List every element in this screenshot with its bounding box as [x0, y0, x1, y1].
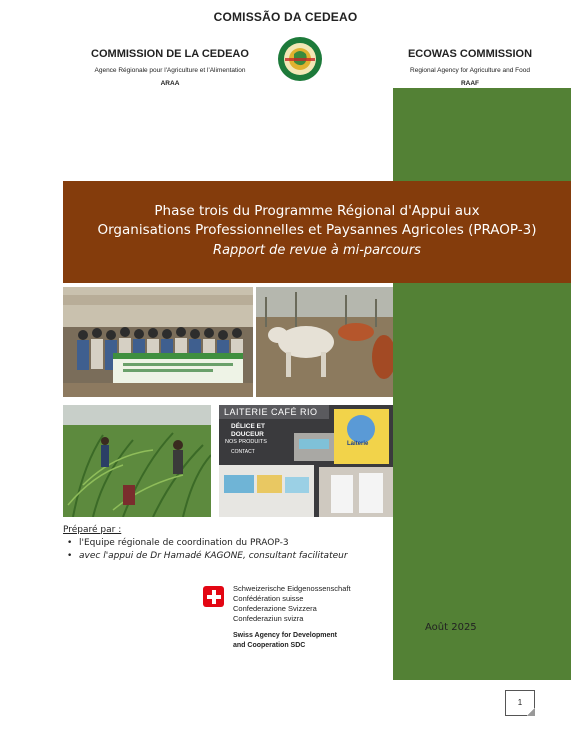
- org-right-abbr: RAAF: [460, 80, 480, 87]
- swiss-flag-icon: [203, 586, 224, 607]
- title-line-1: Phase trois du Programme Régional d'Appui aux: [154, 203, 480, 219]
- top-title: COMISSÃO DA CEDEAO: [213, 10, 358, 24]
- org-right-block: [370, 48, 570, 87]
- org-right-sub: Regional Agency for Agriculture and Food: [410, 67, 530, 74]
- org-left-sub: Agence Régionale pour l'Agriculture et l'Alimentation: [94, 67, 246, 74]
- dairy-text-1: DÉLICE ET: [231, 423, 265, 430]
- prepared-by-section: [63, 525, 393, 561]
- org-left-abbr: ARAA: [160, 80, 180, 87]
- prepared-by-list: [63, 538, 393, 561]
- photo-cattle: [256, 287, 393, 397]
- green-side-band: [393, 88, 571, 680]
- swiss-lang-3: Confederazione Svizzera: [233, 604, 317, 613]
- sdc-agency-name: [233, 631, 337, 651]
- dairy-badge: Laiterie: [347, 441, 369, 447]
- dairy-text-4: CONTACT: [231, 449, 255, 455]
- ecowas-cedeao-logo-icon: [277, 36, 323, 82]
- org-left-block: [70, 48, 270, 87]
- swiss-lang-1: Schweizerische Eidgenossenschaft: [233, 584, 351, 593]
- list-item: • avec l'appui de Dr Hamadé KAGONE, consultant facilitateur: [63, 551, 393, 561]
- title-band: [63, 181, 571, 283]
- dairy-text-2: DOUCEUR: [231, 431, 264, 438]
- dairy-text-3: NOS PRODUITS: [225, 439, 267, 445]
- photo-dairy-collage: [219, 405, 393, 517]
- page-number: 1: [505, 690, 535, 716]
- prepared-by-label: Préparé par :: [63, 525, 122, 535]
- title-line-2: Organisations Professionnelles et Paysannes Agricoles (PRAOP-3): [97, 222, 537, 238]
- swiss-lang-2: Confédération suisse: [233, 594, 304, 603]
- sdc-line-1: Swiss Agency for Development: [233, 632, 337, 639]
- swiss-sdc-block: [203, 584, 391, 654]
- org-left-name: COMMISSION DE LA CEDEAO: [91, 48, 249, 60]
- photo-group-meeting: [63, 287, 253, 397]
- sdc-line-2: and Cooperation SDC: [233, 642, 306, 649]
- photo-fodder-field: [63, 405, 211, 517]
- org-right-name: ECOWAS COMMISSION: [407, 48, 533, 60]
- swiss-lang-4: Confederaziun svizra: [233, 614, 304, 623]
- report-date: Août 2025: [425, 622, 477, 633]
- swiss-confederation-names: [233, 584, 351, 624]
- report-subtitle: Rapport de revue à mi-parcours: [213, 243, 421, 258]
- dairy-banner-text: LAITERIE CAFÉ RIO: [224, 407, 318, 417]
- list-item: • l'Equipe régionale de coordination du PRAOP-3: [63, 538, 393, 548]
